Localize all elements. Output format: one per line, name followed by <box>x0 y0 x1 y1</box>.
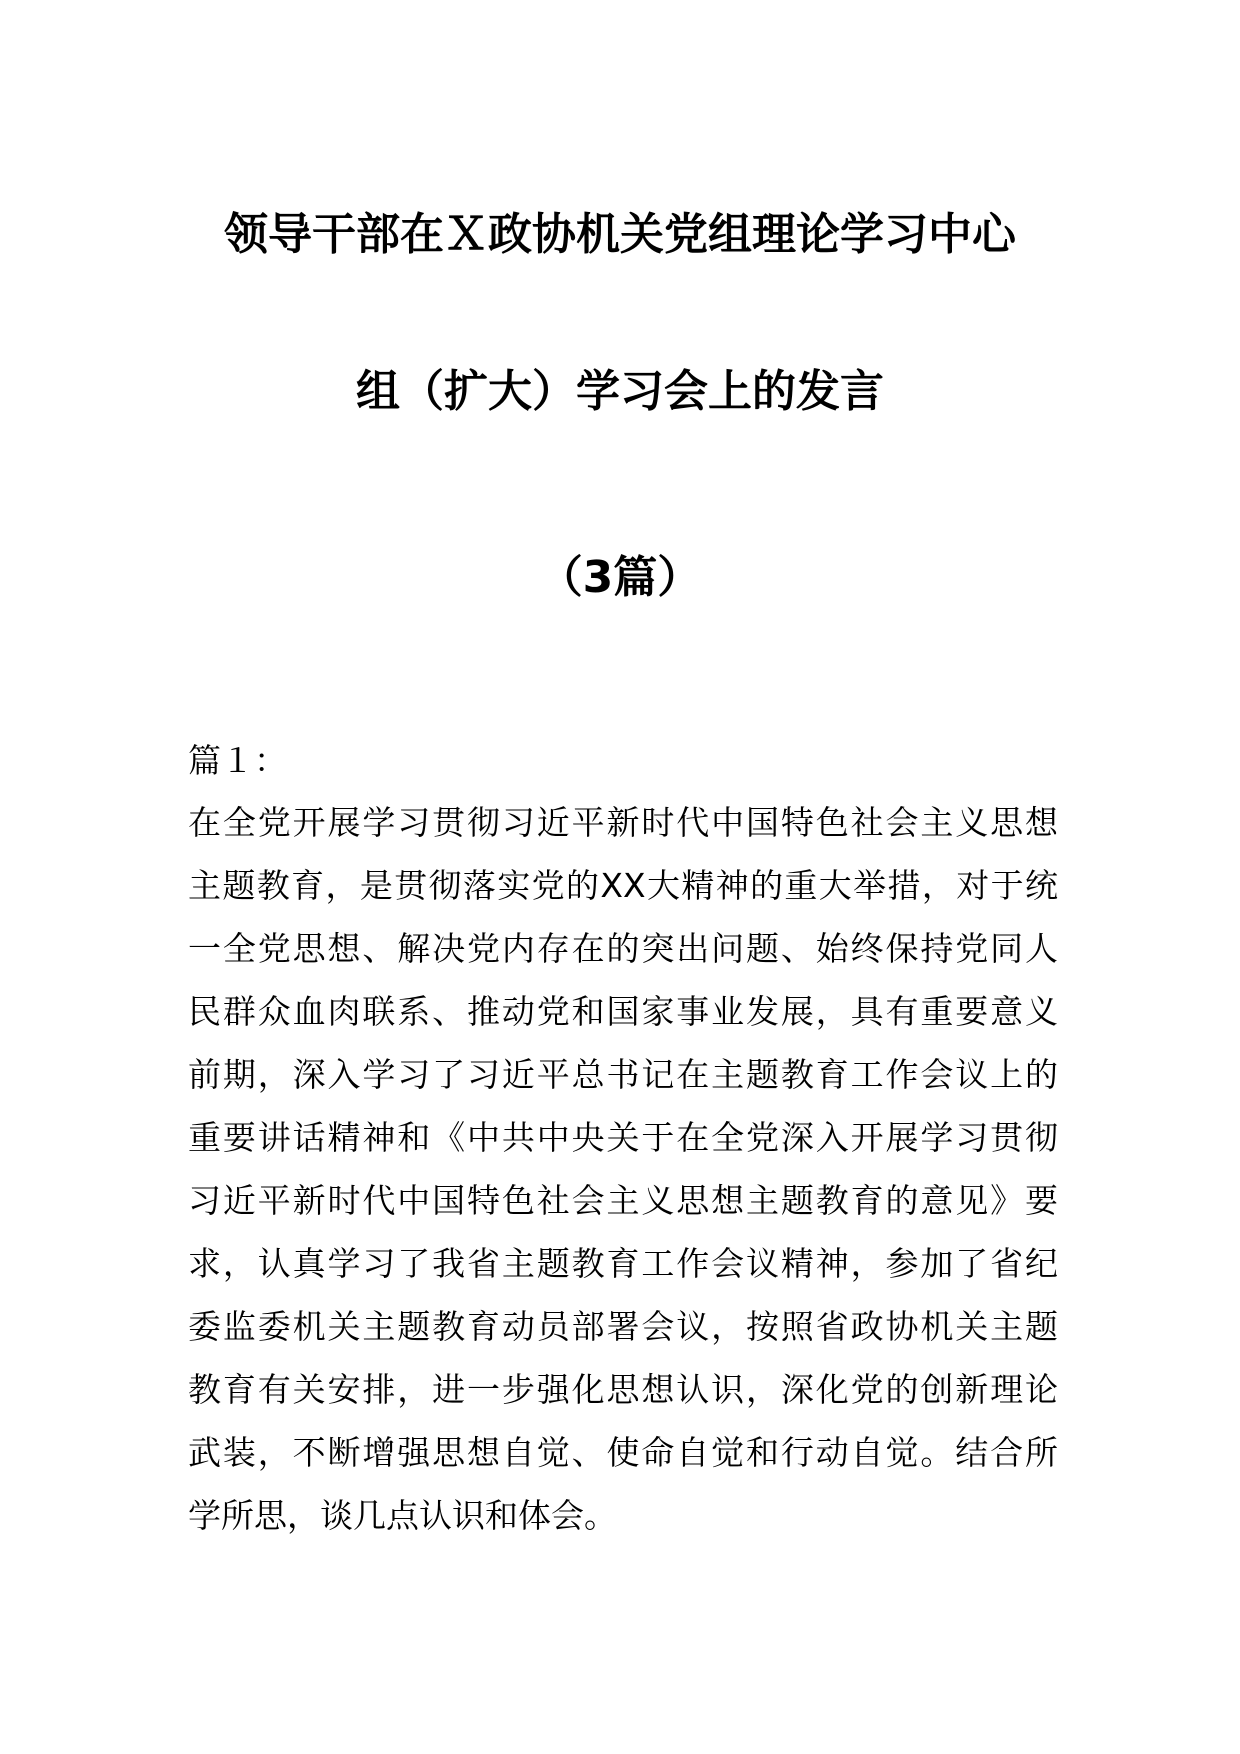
body-line: 武装，不断增强思想自觉、使命自觉和行动自觉。结合所 <box>188 1433 1058 1472</box>
body-line: 民群众血肉联系、推动党和国家事业发展，具有重要意义 <box>188 992 1058 1031</box>
section-label: 篇１： <box>188 741 287 780</box>
body-line: 一全党思想、解决党内存在的突出问题、始终保持党同人 <box>188 929 1058 968</box>
body-line: 在全党开展学习贯彻习近平新时代中国特色社会主义思想 <box>188 803 1058 842</box>
document-subtitle: （3篇） <box>538 552 702 603</box>
body-line: 学所思，谈几点认识和体会。 <box>188 1496 617 1535</box>
body-line: 求，认真学习了我省主题教育工作会议精神，参加了省纪 <box>188 1244 1058 1283</box>
body-line: 委监委机关主题教育动员部署会议，按照省政协机关主题 <box>188 1307 1058 1346</box>
body-line: 主题教育，是贯彻落实党的XX大精神的重大举措，对于统 <box>188 866 1058 905</box>
body-line: 习近平新时代中国特色社会主义思想主题教育的意见》要 <box>188 1181 1058 1220</box>
document-title-line-2: 组（扩大）学习会上的发言 <box>356 366 884 417</box>
body-line: 重要讲话精神和《中共中央关于在全党深入开展学习贯彻 <box>188 1118 1058 1157</box>
body-line: 前期，深入学习了习近平总书记在主题教育工作会议上的 <box>188 1055 1058 1094</box>
body-line: 教育有关安排，进一步强化思想认识，深化党的创新理论 <box>188 1370 1058 1409</box>
document-title-line-1: 领导干部在Ｘ政协机关党组理论学习中心 <box>224 209 1016 260</box>
